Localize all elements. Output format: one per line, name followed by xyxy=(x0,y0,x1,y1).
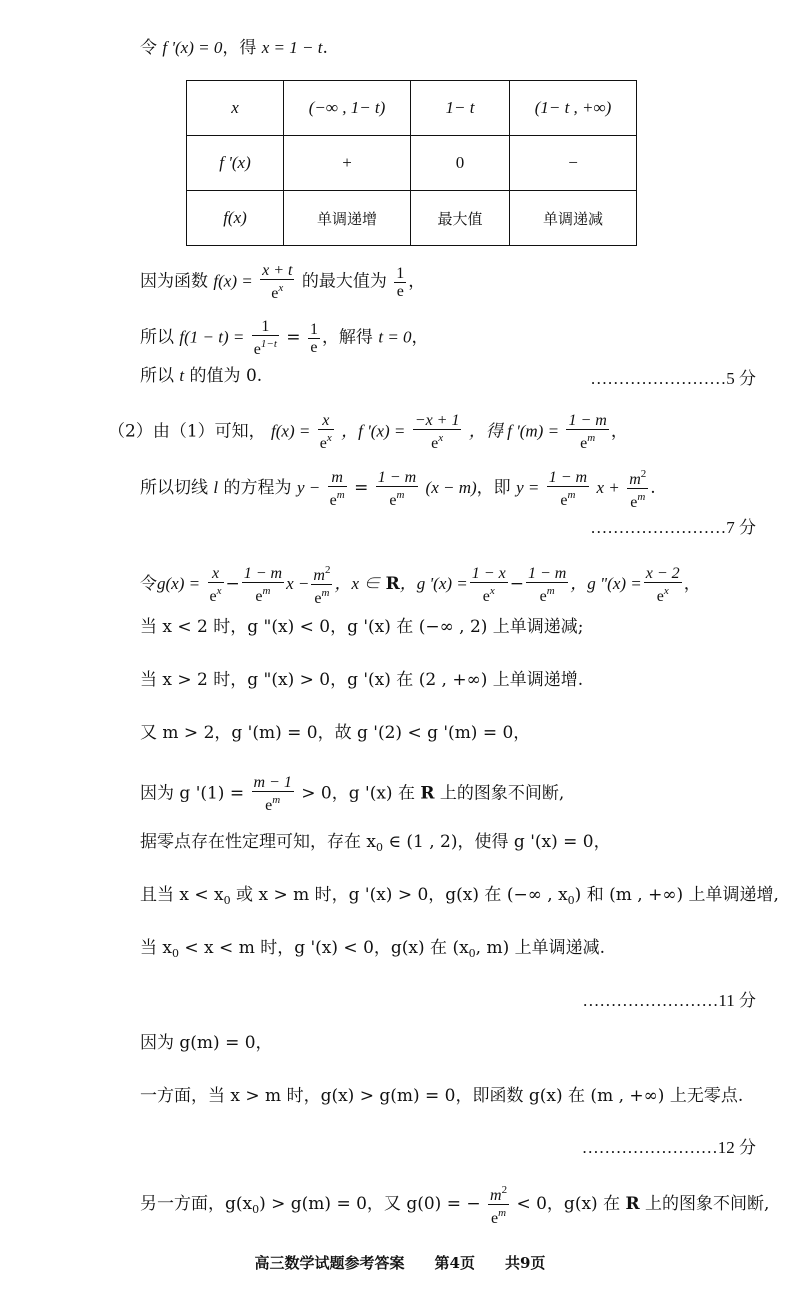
table-cell: f(x) xyxy=(187,191,284,246)
variation-table xyxy=(186,80,637,246)
score-12: ……………………12 分 xyxy=(581,1138,756,1157)
zero-theorem-line: 据零点存在性定理可知，存在 $x_0$ ∈ (1 , 2)，使得 g '(x) = 0， xyxy=(140,832,611,854)
solve-t-line: 所以 f(1 − t) = $\frac{1}{e^{1-t}}$ = $\frac{1}{e}$ ，解得 t = 0， xyxy=(140,318,429,358)
case-less-2: 当 x < 2 时，g "(x) < 0，g '(x) 在 (−∞ , 2) 上单调递减; xyxy=(140,617,584,637)
table-row xyxy=(187,136,637,191)
score-7: ……………………7 分 xyxy=(590,518,756,537)
table-cell: (1− t , +∞) xyxy=(510,81,637,136)
g-m-zero-line: 因为 g(m) = 0， xyxy=(140,1033,273,1053)
g-prime-one-line: 因为 g '(1) = $\frac{m - 1}{e^m}$ > 0，g '(x) 在 R 上的图象不间断, xyxy=(140,774,565,814)
intro-line: 令 f '(x) = 0，得 x = 1 − t. xyxy=(140,38,328,58)
table-cell: 单调递减 xyxy=(510,191,637,246)
one-side-line: 一方面，当 x > m 时，g(x) > g(m) = 0，即函数 g(x) 在 (m , +∞) 上无零点. xyxy=(140,1086,744,1106)
table-cell: − xyxy=(510,136,637,191)
max-value-line: 因为函数 f(x) = $\frac{x + t}{e^x}$ 的最大值为 $\frac{1}{e}$ ， xyxy=(140,262,426,302)
part2-derivative-line: （2）由（1）可知， f(x) = $\frac{x}{e^x}$ ，f '(x) = $\frac{-x + 1}{e^x}$ ，得 f '(m) = $\frac{1 - m}{e^m}$ ， xyxy=(108,412,628,452)
other-side-line: 另一方面，$g(x_0) > g(m) = 0$，又 g(0) = − $\frac{m^2}{e^m}$ < 0，g(x) 在 R 上的图象不间断, xyxy=(140,1184,770,1227)
increasing-line: 且当 $x < x_0$ 或 x > m 时，g '(x) > 0，g(x) 在 (−∞ , $x_0$) 和 (m , +∞) 上单调递增, xyxy=(140,885,779,907)
table-cell: x xyxy=(187,81,284,136)
table-cell: f '(x) xyxy=(187,136,284,191)
also-line: 又 m > 2，g '(m) = 0，故 g '(2) < g '(m) = 0， xyxy=(140,723,531,743)
decreasing-line: 当 $x_0 < x < m$ 时，g '(x) < 0，g(x) 在 ($x_0$, m) 上单调递减. xyxy=(140,938,606,960)
table-row xyxy=(187,81,637,136)
table-cell: + xyxy=(284,136,411,191)
g-definition-line: 令g(x) = $\frac{x}{e^x}$ − $\frac{1 - m}{e^m}$ x − $\frac{m^2}{e^m}$ ，x ∈ R，g '(x) = $\frac{1 - x}{e^x}$ − $\frac{1 - m}{e^m}$ ，g "(x) = $\frac{x - 2}{e^x}$ ， xyxy=(140,564,701,607)
table-cell: 1− t xyxy=(411,81,510,136)
table-row xyxy=(187,191,637,246)
table-cell: (−∞ , 1− t) xyxy=(284,81,411,136)
page-footer: 高三数学试题参考答案 第4页 共9页 xyxy=(254,1254,546,1272)
score-11: ……………………11 分 xyxy=(582,991,756,1010)
case-greater-2: 当 x > 2 时，g "(x) > 0，g '(x) 在 (2 , +∞) 上单调递增. xyxy=(140,670,584,690)
tangent-line: 所以切线 l 的方程为 y − $\frac{m}{e^m}$ = $\frac{1 - m}{e^m}$ (x − m)，即 y = $\frac{1 - m}{e^m}$ x + $\frac{m^2}{e^m}$ . xyxy=(140,468,656,511)
table-cell: 最大值 xyxy=(411,191,510,246)
table-cell: 单调递增 xyxy=(284,191,411,246)
t-value-line: 所以 t 的值为 0. xyxy=(140,366,263,386)
score-5: ……………………5 分 xyxy=(590,369,756,388)
table-cell: 0 xyxy=(411,136,510,191)
